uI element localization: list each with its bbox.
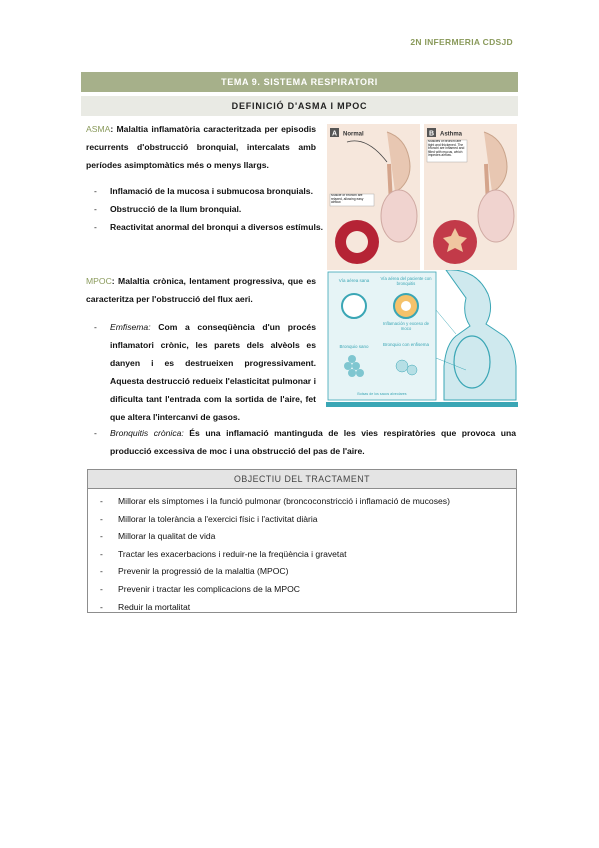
list-item: - Reduir la mortalitat [88, 599, 516, 617]
fig-label-inflammation: Inflamación y exceso de moco [382, 321, 430, 331]
mpoc-definition-text: : Malaltia crònica, lentament progressiva, que es caracteritza per l'obstrucció del flux aeri. [86, 276, 316, 304]
panel-a-letter: A [331, 130, 338, 138]
asma-term: ASMA [86, 124, 111, 134]
lung [381, 190, 417, 242]
objectives-list [88, 493, 516, 616]
objectives-box [87, 469, 517, 613]
dash-marker: - [94, 428, 97, 438]
emfisema-label: Emfisema: [110, 322, 151, 332]
asma-bullets [86, 182, 326, 236]
healthy-airway-icon [342, 294, 366, 318]
normal-lumen [346, 231, 368, 253]
bronquitis-label: Bronquitis crònica: [110, 428, 184, 438]
mpoc-term: MPOC [86, 276, 112, 286]
lung [478, 190, 514, 242]
list-item: - Millorar els símptomes i la funció pulmonar (broncoconstricció i inflamació de mucoses) [88, 493, 516, 511]
fig-label-alveolar-sacs: Bolsas de los sacos alveolares [357, 392, 407, 396]
legend-panel [328, 272, 436, 400]
topic-title: TEMA 9. SISTEMA RESPIRATORI [81, 72, 518, 92]
panel-a-title: Normal [343, 131, 364, 138]
narrowed-lumen [401, 301, 411, 311]
fig-label-emphysema-bronchus: Bronquio con enfisema [382, 342, 430, 347]
panel-b-caption: Muscles of bronchi are tight and thickened. The bronchi are inflamed and filled with mucus, which impedes airflow. [428, 140, 465, 158]
asma-definition [86, 120, 316, 174]
panel-a-caption: Muscle of bronchi are relaxed, allowing easy airflow. [331, 194, 364, 205]
list-item: - Prevenir i tractar les complicacions de la MPOC [88, 581, 516, 599]
list-item: - Millorar la tolerància a l'exercici físic i l'activitat diària [88, 511, 516, 529]
course-header: 2N INFERMERIA CDSJD [410, 37, 513, 47]
asma-definition-text: : Malaltia inflamatòria caracteritzada per episodis recurrents d'obstrucció bronquial, intercalats amb períodes asimptomàtics més o menys llargs. [86, 124, 316, 170]
objectives-title: OBJECTIU DEL TRACTAMENT [88, 470, 516, 489]
asthma-illustration [327, 124, 517, 272]
list-item: - Millorar la qualitat de vida [88, 528, 516, 546]
list-item: - Obstrucció de la llum bronquial. [86, 200, 326, 218]
fig-label-healthy-airway: Vía aérea sana [338, 278, 370, 283]
emfisema-text: Com a conseqüència d'un procés inflamatori crònic, les parets dels alvèols es danyen i es destrueixen progressivament. Aquesta destrucció redueix l'elasticitat pulmonar i dificulta tant l'entrada com la sortida de l'aire, fet que altera l'intercanvi de gasos. [110, 322, 316, 422]
list-item: - Inflamació de la mucosa i submucosa bronquials. [86, 182, 326, 200]
panel-b-title: Asthma [440, 131, 463, 138]
list-item: - Prevenir la progressió de la malaltia (MPOC) [88, 563, 516, 581]
fig-label-healthy-bronchus: Bronquio sano [339, 344, 369, 349]
list-item: - Tractar les exacerbacions i reduir-ne la freqüència i gravetat [88, 546, 516, 564]
emfisema-item [94, 318, 316, 426]
bronquitis-text: És una inflamació mantinguda de les vies respiratòries que provoca una producció excessiva de moc i una obstrucció del pas de l'aire. [110, 428, 516, 456]
section-title: DEFINICIÓ D'ASMA I MPOC [81, 96, 518, 116]
mpoc-definition [86, 272, 316, 308]
bottom-bar [326, 402, 518, 407]
mpoc-illustration [326, 270, 518, 410]
panel-b-letter: B [428, 130, 435, 138]
dash-marker: - [94, 322, 97, 332]
fig-label-bronchitis-airway: Vía aérea del paciente con bronquitis [380, 276, 432, 286]
list-item: - Reactivitat anormal del bronqui a diversos estímuls. [86, 218, 326, 236]
bronquitis-item [94, 424, 516, 460]
